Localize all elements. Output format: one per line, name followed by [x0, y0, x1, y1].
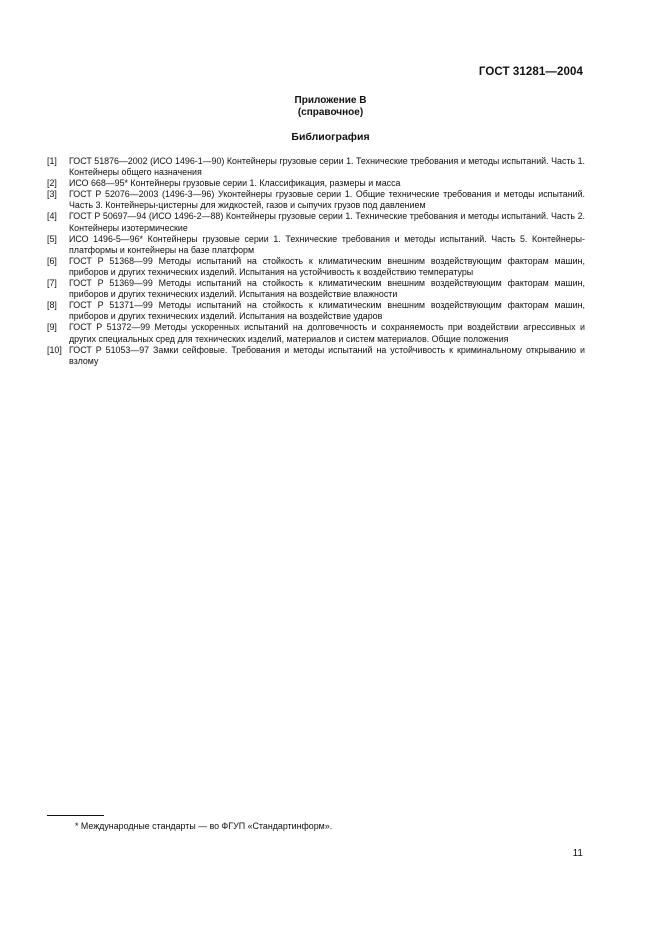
reference-text: ГОСТ Р 52076—2003 (1496-3—96) Уконтейнеры грузовые серии 1. Общие технические требования и методы испытаний. Часть 3. Контейнеры-цистерны для жидкостей, газов и сыпучих грузов под давлением	[69, 189, 585, 211]
reference-number: [1]	[47, 156, 57, 166]
footnote-divider	[47, 815, 104, 816]
reference-text: ГОСТ Р 51053—97 Замки сейфовые. Требования и методы испытаний на устойчивость к криминальному открыванию и взлому	[69, 344, 585, 366]
reference-item	[47, 300, 585, 322]
reference-number: [9]	[47, 322, 57, 333]
reference-number: [10]	[47, 344, 62, 355]
reference-item	[47, 189, 585, 211]
reference-item	[47, 211, 585, 233]
reference-text: ГОСТ 51876—2002 (ИСО 1496-1—90) Контейнеры грузовые серии 1. Технические требования и методы испытаний. Часть 1. Контейнеры общего назначения	[69, 156, 585, 178]
reference-number: [6]	[47, 255, 57, 266]
page-number: 11	[572, 848, 583, 859]
reference-item	[47, 278, 585, 300]
reference-item	[47, 234, 585, 256]
reference-text: ГОСТ Р 51369—99 Методы испытаний на стойкость к климатическим внешним воздействующим факторам машин, приборов и других технических изделий. Испытания на воздействие влажности	[69, 278, 585, 300]
appendix-title: Приложение В	[294, 95, 367, 106]
reference-text: ГОСТ Р 51372—99 Методы ускоренных испытаний на долговечность и сохраняемость при воздействии агрессивных и других специальных сред для технических изделий, материалов и систем материалов. Общие положения	[69, 322, 585, 344]
reference-item	[47, 178, 585, 189]
reference-number: [4]	[47, 211, 57, 222]
document-code: ГОСТ 31281—2004	[478, 66, 583, 78]
footnote-text: * Международные стандарты — во ФГУП «Стандартинформ».	[75, 821, 333, 831]
reference-item	[47, 345, 585, 367]
reference-number: [7]	[47, 278, 57, 289]
reference-text: ГОСТ Р 51371—99 Методы испытаний на стойкость к климатическим внешним воздействующим факторам машин, приборов и других технических изделий. Испытания на воздействие ударов	[69, 300, 585, 322]
reference-text: ГОСТ Р 50697—94 (ИСО 1496-2—88) Контейнеры грузовые серии 1. Технические требования и методы испытаний. Часть 2. Контейнеры изотермические	[69, 211, 585, 233]
reference-number: [5]	[47, 233, 57, 244]
appendix-subtitle: (справочное)	[297, 107, 364, 118]
reference-item	[47, 256, 585, 278]
reference-number: [2]	[47, 178, 57, 189]
reference-number: [8]	[47, 300, 57, 311]
reference-number: [3]	[47, 189, 57, 200]
bibliography-title: Библиография	[291, 131, 370, 143]
reference-item	[47, 322, 585, 344]
reference-text: ГОСТ Р 51368—99 Методы испытаний на стойкость к климатическим внешним воздействующим факторам машин, приборов и других технических изделий. Испытания на устойчивость к воздействию температуры	[69, 255, 585, 277]
reference-item	[47, 156, 585, 178]
reference-text: ИСО 1496-5—96* Контейнеры грузовые серии 1. Технические требования и методы испытаний. Часть 5. Контейнеры-платформы и контейнеры на базе платформ	[69, 233, 585, 255]
reference-list	[47, 156, 585, 367]
reference-text: ИСО 668—95* Контейнеры грузовые серии 1. Классификация, размеры и масса	[69, 178, 401, 189]
appendix-heading	[0, 95, 661, 119]
